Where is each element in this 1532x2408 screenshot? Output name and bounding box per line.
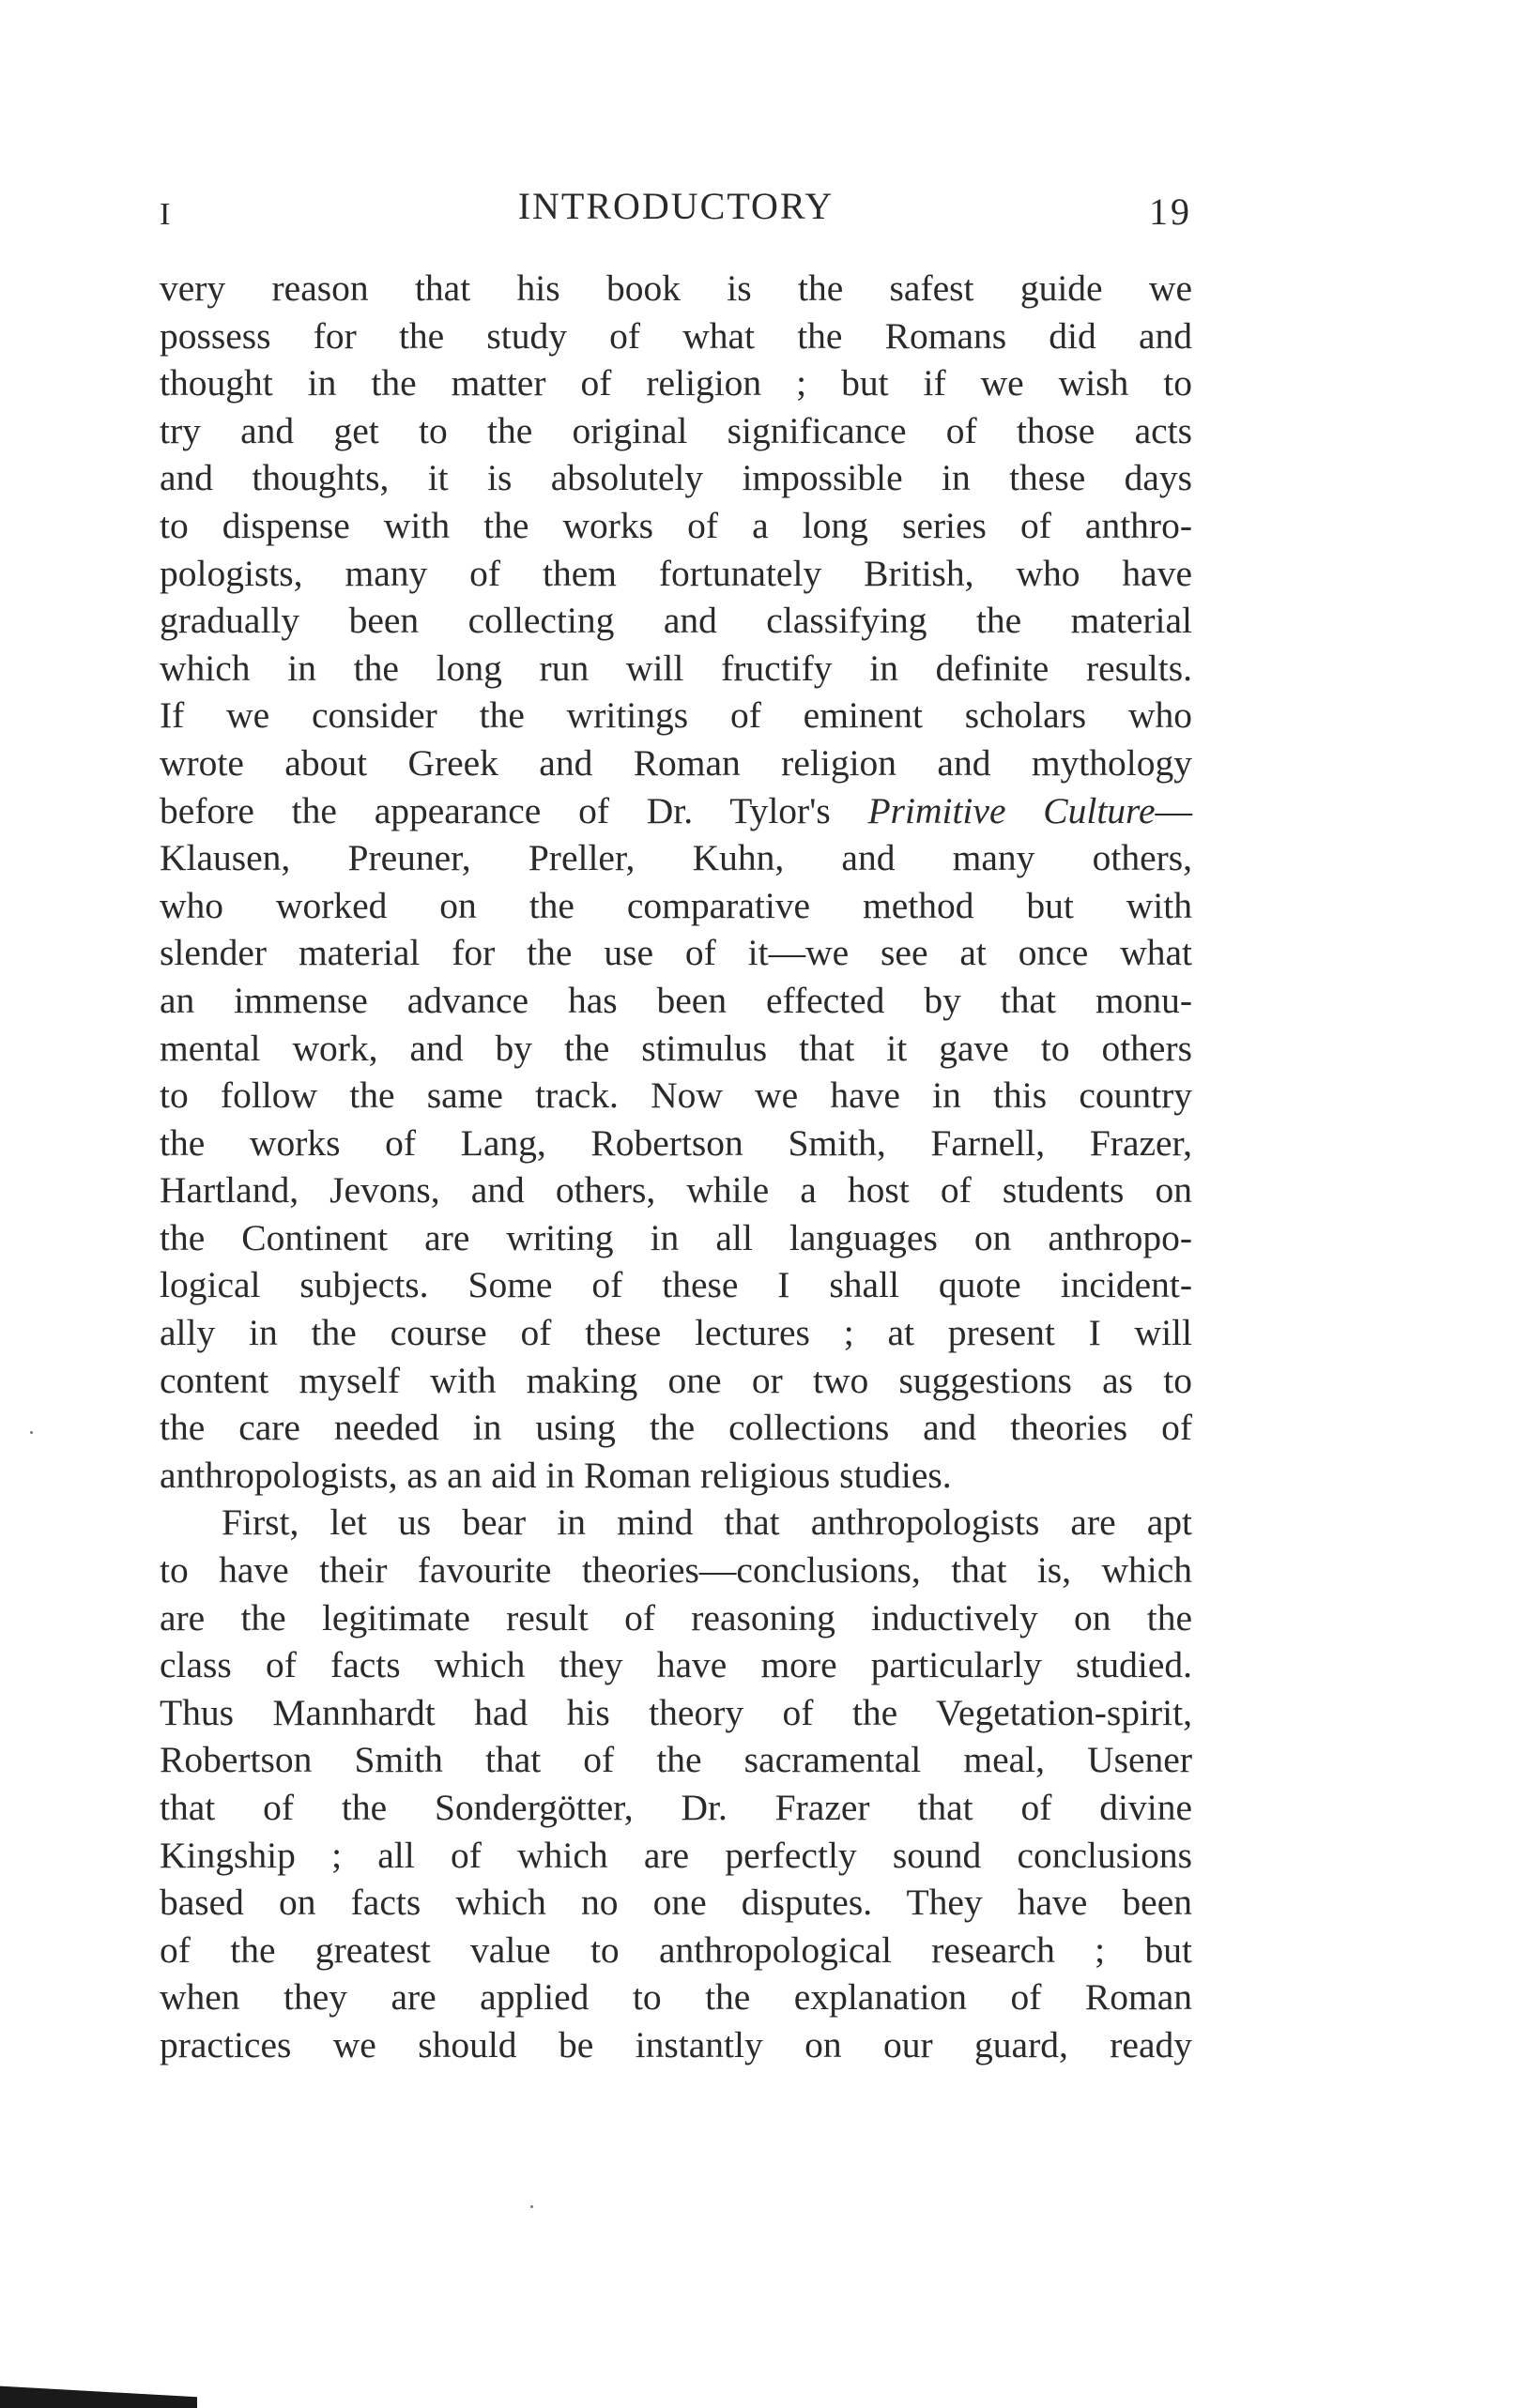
text-line: anthropologists, as an aid in Roman religious studies.: [160, 1454, 952, 1496]
text-line: are the legitimate result of reasoning inductively on the: [160, 1596, 1192, 1638]
italic-title: Primitive Culture: [867, 789, 1156, 831]
text-line: ally in the course of these lectures ; at present I will: [160, 1312, 1192, 1354]
text-line: the works of Lang, Robertson Smith, Farnell, Frazer,: [160, 1121, 1192, 1164]
paragraph-2: [160, 1499, 1192, 2068]
text-line: slender material for the use of it—we see at once what: [160, 932, 1192, 974]
text-line: pologists, many of them fortunately British, who have: [160, 552, 1192, 594]
chapter-number: I: [160, 197, 171, 232]
text-line: Hartland, Jevons, and others, while a host of students on: [160, 1169, 1192, 1212]
text-line: and thoughts, it is absolutely impossible in these days: [160, 457, 1192, 499]
text-line: an immense advance has been effected by that monu-: [160, 979, 1192, 1021]
text-line: before the appearance of Dr. Tylor's Primitive Culture—: [160, 789, 1192, 831]
text-line: Kingship ; all of which are perfectly sound conclusions: [160, 1834, 1192, 1876]
text-line: try and get to the original significance of those acts: [160, 409, 1192, 451]
text-line: that of the Sondergötter, Dr. Frazer that of divine: [160, 1787, 1192, 1828]
text-line: Klausen, Preuner, Preller, Kuhn, and many others,: [160, 837, 1192, 879]
text-line: thought in the matter of religion ; but if we wish to: [160, 362, 1192, 404]
text-line: If we consider the writings of eminent scholars who: [160, 694, 1192, 737]
scan-speck: [30, 1431, 33, 1434]
running-header: [160, 184, 1192, 240]
text-line: to dispense with the works of a long series of anthro-: [160, 504, 1192, 546]
text-line: gradually been collecting and classifying the material: [160, 600, 1192, 642]
text-line: First, let us bear in mind that anthropologists are apt: [222, 1501, 1192, 1544]
scan-edge-mark: [0, 2384, 197, 2408]
body-text: [160, 265, 1192, 2069]
text-line: the Continent are writing in all languages on anthropo-: [160, 1216, 1192, 1258]
text-line: to have their favourite theories—conclusions, that is, which: [160, 1549, 1192, 1592]
text-line: class of facts which they have more particularly studied.: [160, 1644, 1192, 1686]
text-line: very reason that his book is the safest guide we: [160, 267, 1192, 309]
text-line: the care needed in using the collections and theories of: [160, 1407, 1192, 1449]
text-line: based on facts which no one disputes. They have been: [160, 1882, 1192, 1924]
text-line: which in the long run will fructify in definite results.: [160, 647, 1192, 689]
text-line: who worked on the comparative method but with: [160, 884, 1192, 926]
text-line: Thus Mannhardt had his theory of the Vegetation-spirit,: [160, 1691, 1192, 1733]
scan-speck: [530, 2205, 533, 2208]
text-line: when they are applied to the explanation of Roman: [160, 1976, 1192, 2019]
text-line: mental work, and by the stimulus that it gave to others: [160, 1027, 1192, 1069]
page-number: 19: [1149, 191, 1192, 233]
paragraph-1: [160, 265, 1192, 1499]
text-line: of the greatest value to anthropological research ; but: [160, 1928, 1192, 1971]
text-line: Robertson Smith that of the sacramental meal, Usener: [160, 1739, 1192, 1781]
text-line: logical subjects. Some of these I shall quote incident-: [160, 1264, 1192, 1306]
running-title: INTRODUCTORY: [517, 185, 835, 227]
text-line: to follow the same track. Now we have in this country: [160, 1074, 1192, 1117]
text-line: content myself with making one or two suggestions as to: [160, 1359, 1192, 1401]
text-line: practices we should be instantly on our guard, ready: [160, 2023, 1192, 2065]
text-line: possess for the study of what the Romans did and: [160, 314, 1192, 357]
text-line: wrote about Greek and Roman religion and mythology: [160, 741, 1192, 784]
